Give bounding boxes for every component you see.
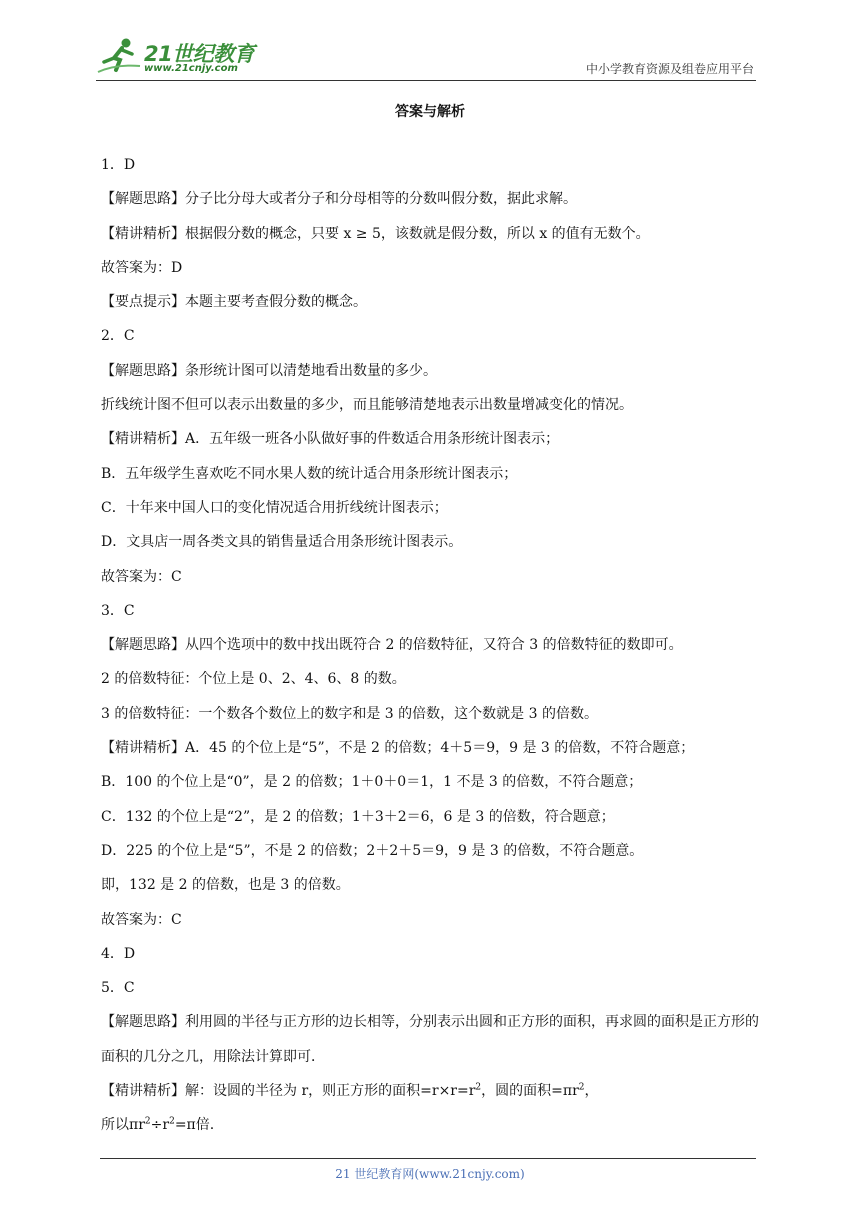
- answer-line: D．225 的个位上是“5”，不是 2 的倍数；2＋2＋5＝9，9 是 3 的倍数，不符合题意。: [101, 842, 644, 859]
- formula-line: [101, 1074, 761, 1108]
- header-platform-text: 中小学教育资源及组卷应用平台: [585, 62, 754, 76]
- answer-line: 【解题思路】利用圆的半径与正方形的边长相等，分别表示出圆和正方形的面积，再求圆的面积是正方形的面积的几分之几，用除法计算即可．: [101, 1014, 759, 1065]
- exponent: 2: [475, 1082, 482, 1093]
- answer-line: D．文具店一周各类文具的销售量适合用条形统计图表示。: [101, 534, 463, 551]
- answer-line: 4．D: [101, 945, 136, 962]
- exponent: 2: [144, 1116, 151, 1127]
- formula-text: 所以πr: [101, 1117, 145, 1134]
- logo: [96, 36, 266, 76]
- answer-line: 【解题思路】分子比分母大或者分子和分母相等的分数叫假分数，据此求解。: [101, 191, 577, 208]
- page-header: [96, 34, 756, 81]
- answer-line: 2．C: [101, 328, 135, 345]
- formula-text: ，: [584, 1083, 599, 1100]
- answer-line: 折线统计图不但可以表示出数量的多少，而且能够清楚地表示出数量增减变化的情况。: [101, 397, 633, 414]
- answer-line: 【解题思路】从四个选项中的数中找出既符合 2 的倍数特征，又符合 3 的倍数特征的数即可。: [101, 637, 683, 654]
- answer-line: B．五年级学生喜欢吃不同水果人数的统计适合用条形统计图表示；: [101, 465, 518, 482]
- footer-divider: [100, 1158, 756, 1159]
- formula-text: ÷r: [150, 1117, 170, 1134]
- answer-line: 【要点提示】本题主要考查假分数的概念。: [101, 294, 367, 311]
- formula-text: =π倍.: [174, 1117, 215, 1134]
- exponent: 2: [169, 1116, 175, 1127]
- page-title: 答案与解析: [395, 104, 465, 120]
- answer-line: 2 的倍数特征：个位上是 0、2、4、6、8 的数。: [101, 671, 406, 688]
- formula-text: ，圆的面积=πr: [481, 1083, 579, 1100]
- answer-line: 3 的倍数特征：一个数各个数位上的数字和是 3 的倍数，这个数就是 3 的倍数。: [101, 705, 598, 722]
- answer-line: C．十年来中国人口的变化情况适合用折线统计图表示；: [101, 499, 448, 516]
- answer-line: 5．C: [101, 980, 135, 997]
- answer-content: [101, 148, 761, 1143]
- logo-url-text: www.21cnjy.com: [144, 63, 238, 74]
- exponent: 2: [578, 1082, 585, 1093]
- answer-line: 【精讲精析】A．五年级一班各小队做好事的件数适合用条形统计图表示；: [101, 431, 560, 448]
- answer-line: 故答案为：C: [101, 911, 182, 928]
- page-footer: 21 世纪教育网(www.21cnjy.com): [335, 1167, 525, 1181]
- answer-line: 3．C: [101, 602, 135, 619]
- formula-text: 【精讲精析】解：设圆的半径为 r，则正方形的面积=r×r=r: [101, 1083, 476, 1100]
- answer-line: 1．D: [101, 157, 136, 173]
- runner-logo-icon: [96, 36, 142, 76]
- answer-line: B．100 的个位上是“0”，是 2 的倍数；1＋0＋0＝1，1 不是 3 的倍数，不符合题意；: [101, 774, 643, 791]
- answer-line: 【精讲精析】根据假分数的概念，只要 x ≥ 5，该数就是假分数，所以 x 的值有无数个。: [101, 225, 650, 242]
- answer-line: C．132 的个位上是“2”，是 2 的倍数；1＋3＋2＝6，6 是 3 的倍数，符合题意；: [101, 808, 615, 825]
- logo-brand-text: 21世纪教育: [144, 42, 255, 66]
- answer-line: 即，132 是 2 的倍数，也是 3 的倍数。: [101, 877, 350, 894]
- answer-line: 【精讲精析】A．45 的个位上是“5”，不是 2 的倍数；4＋5＝9，9 是 3 的倍数，不符合题意；: [101, 740, 695, 757]
- answer-line: 故答案为：D: [101, 259, 183, 276]
- formula-line: [101, 1108, 761, 1142]
- answer-line: 【解题思路】条形统计图可以清楚地看出数量的多少。: [101, 362, 437, 379]
- answer-line: 故答案为：C: [101, 568, 182, 585]
